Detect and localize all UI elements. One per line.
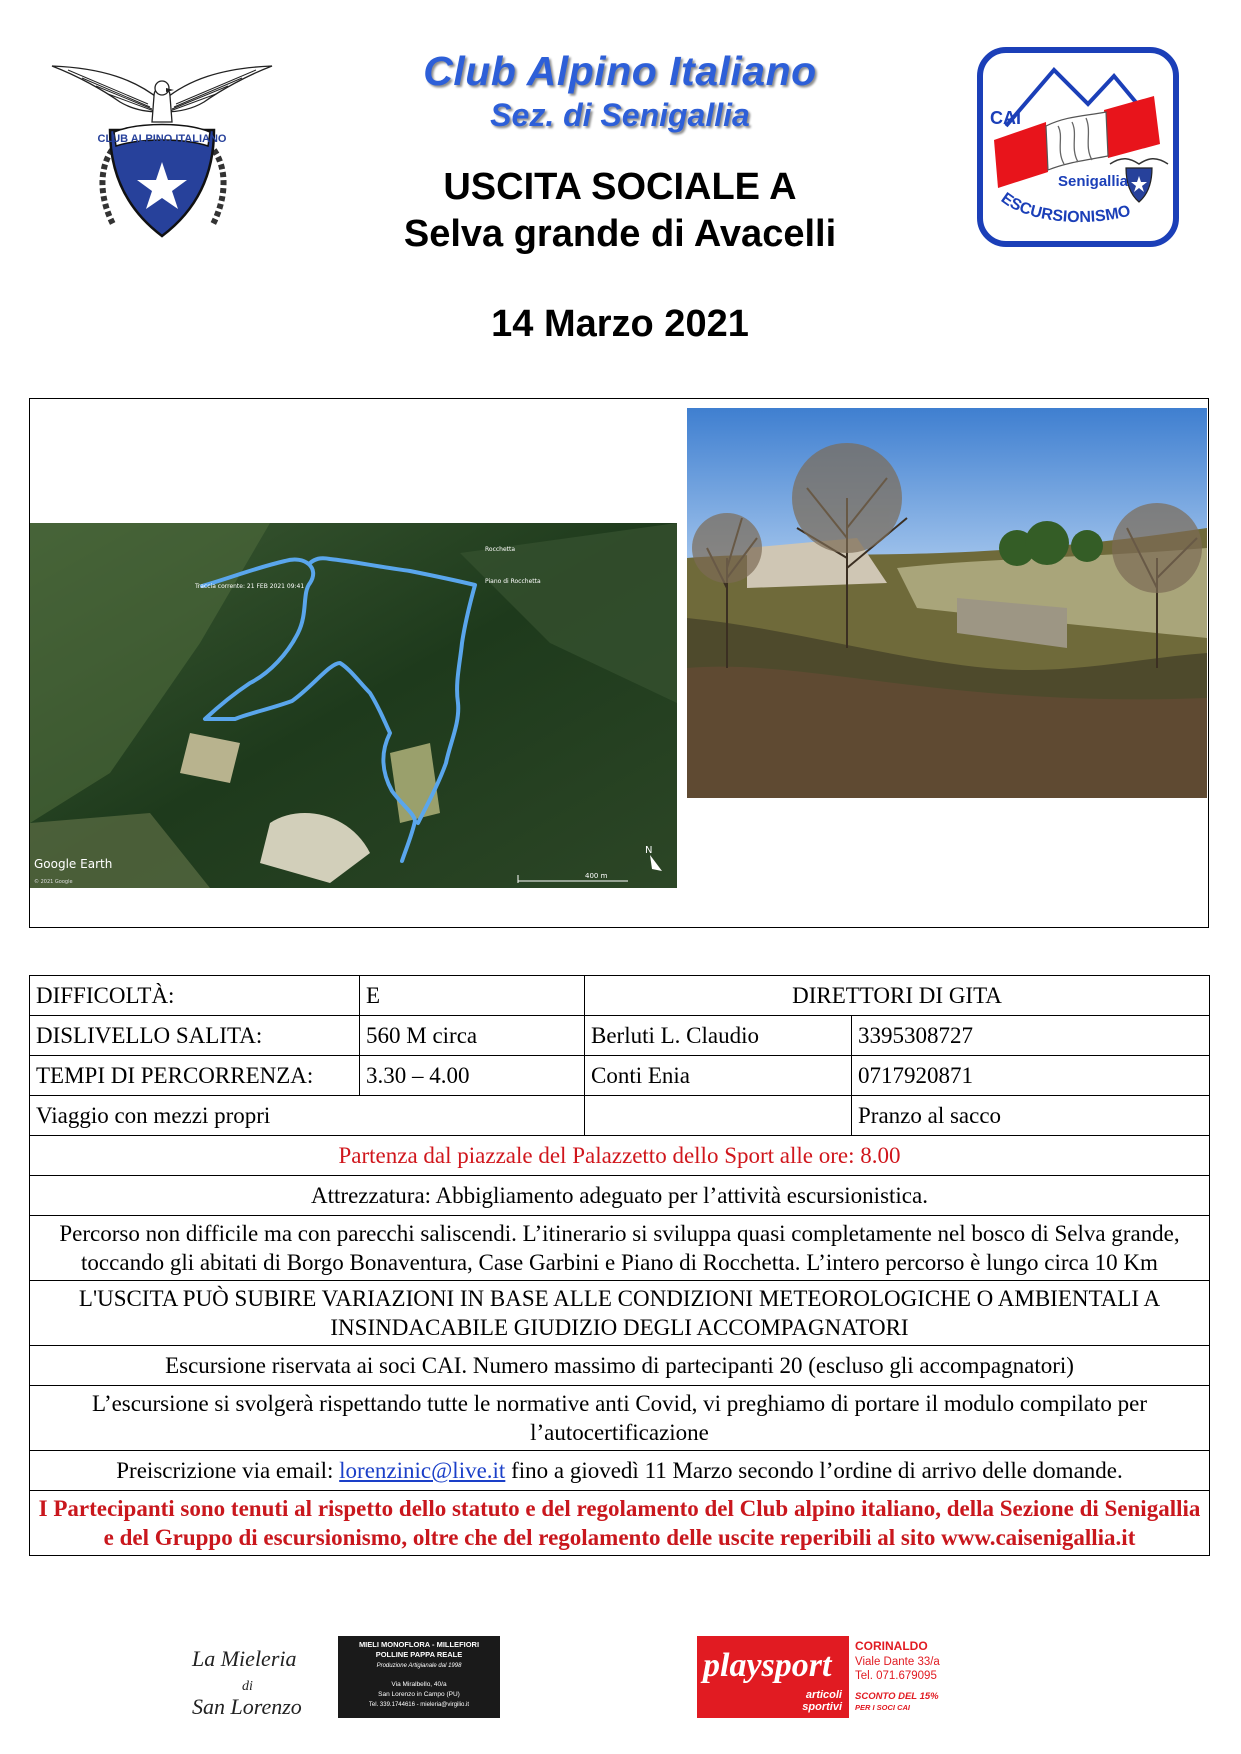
preregistration-prefix: Preiscrizione via email: [116, 1458, 340, 1483]
travel-mode: Viaggio con mezzi propri [30, 1096, 585, 1136]
directors-heading: DIRETTORI DI GITA [585, 976, 1210, 1016]
elevation-value: 560 M circa [360, 1016, 585, 1056]
difficulty-value: E [360, 976, 585, 1016]
cai-escursionismo-logo [976, 46, 1180, 248]
time-value: 3.30 – 4.00 [360, 1056, 585, 1096]
club-name: Club Alpino Italiano [423, 48, 817, 94]
table-row [30, 1451, 1210, 1491]
excursion-info-table [29, 975, 1210, 1556]
svg-text:ESCURSIONISMO: ESCURSIONISMO [997, 189, 1133, 227]
route-description: Percorso non difficile ma con parecchi saliscendi. L’itinerario si sviluppa quasi completamente nel bosco di Selva grande, toccando gli abitati di Borgo Bonaventura, Case Garbini e Piano di Rocchetta. L’intero percorso è lungo circa 10 Km [30, 1216, 1210, 1281]
svg-text:Tel. 071.679095: Tel. 071.679095 [855, 1670, 937, 1682]
equipment-info: Attrezzatura: Abbigliamento adeguato per l’attività escursionistica. [30, 1176, 1210, 1216]
lunch-info: Pranzo al sacco [852, 1096, 1210, 1136]
photo-box [29, 398, 1209, 928]
covid-notice: L’escursione si svolgerà rispettando tutte le normative anti Covid, vi preghiamo di portare il modulo compilato per l’autocertificazione [30, 1386, 1210, 1451]
director-name: Berluti L. Claudio [585, 1016, 852, 1056]
table-row [30, 1016, 1210, 1056]
event-date: 14 Marzo 2021 [491, 303, 749, 345]
svg-text:playsport: playsport [703, 1647, 832, 1684]
svg-text:Traccia corrente: 21 FEB 2021: Traccia corrente: 21 FEB 2021 09:41 [195, 583, 305, 590]
playsport-sponsor-logo [697, 1636, 967, 1718]
mieleria-sponsor-logo [190, 1636, 502, 1718]
svg-text:sportivi: sportivi [802, 1701, 842, 1713]
svg-text:Senigallia: Senigallia [1058, 173, 1129, 190]
table-row [30, 1096, 1210, 1136]
rules-notice: I Partecipanti sono tenuti al rispetto dello statuto e del regolamento del Club alpino italiano, della Sezione di Senigallia e del Gruppo di escursionismo, oltre che del regolamento delle uscite reperibili al sito www.caisenigallia.it [30, 1491, 1210, 1556]
table-row [30, 1136, 1210, 1176]
svg-text:San Lorenzo: San Lorenzo [192, 1694, 302, 1718]
svg-text:CORINALDO: CORINALDO [855, 1639, 928, 1653]
club-section: Sez. di Senigallia [490, 97, 750, 133]
svg-text:San Lorenzo in Campo (PU): San Lorenzo in Campo (PU) [378, 1691, 460, 1698]
svg-text:Tel. 339.1744616 - mieleria@vi: Tel. 339.1744616 - mieleria@virgilio.it [368, 1702, 470, 1708]
empty-cell [585, 1096, 852, 1136]
svg-text:Viale Dante 33/a: Viale Dante 33/a [855, 1656, 940, 1668]
svg-text:MIELI MONOFLORA - MILLEFIORI: MIELI MONOFLORA - MILLEFIORI [358, 1640, 480, 1649]
svg-text:Via Miralbello, 40/a: Via Miralbello, 40/a [391, 1681, 447, 1688]
table-row [30, 1281, 1210, 1346]
table-row [30, 976, 1210, 1016]
landscape-photo [687, 408, 1207, 798]
director-phone: 0717920871 [852, 1056, 1210, 1096]
svg-text:Piano di Rocchetta: Piano di Rocchetta [485, 578, 541, 585]
table-row [30, 1491, 1210, 1556]
table-row [30, 1056, 1210, 1096]
svg-text:400 m: 400 m [585, 872, 608, 880]
svg-text:CAI: CAI [990, 108, 1021, 128]
svg-text:Google Earth: Google Earth [34, 857, 113, 871]
time-label: TEMPI DI PERCORRENZA: [30, 1056, 360, 1096]
preregistration-suffix: fino a giovedì 11 Marzo secondo l’ordine di arrivo delle domande. [505, 1458, 1123, 1483]
svg-text:SCONTO DEL 15%: SCONTO DEL 15% [855, 1691, 939, 1702]
difficulty-label: DIFFICOLTÀ: [30, 976, 360, 1016]
table-row [30, 1216, 1210, 1281]
svg-text:N: N [645, 845, 653, 856]
preregistration-info [30, 1451, 1210, 1491]
svg-text:© 2021 Google: © 2021 Google [34, 879, 73, 885]
elevation-label: DISLIVELLO SALITA: [30, 1016, 360, 1056]
svg-text:Rocchetta: Rocchetta [485, 546, 516, 553]
cai-eagle-emblem [48, 50, 276, 240]
svg-text:di: di [242, 1679, 253, 1694]
svg-text:Produzione Artigianale dal 199: Produzione Artigianale dal 1998 [376, 1663, 462, 1669]
email-link[interactable]: lorenzinic@live.it [339, 1458, 506, 1483]
svg-text:articoli: articoli [805, 1689, 842, 1701]
table-row [30, 1346, 1210, 1386]
svg-text:PER I SOCI CAI: PER I SOCI CAI [855, 1703, 911, 1712]
director-name: Conti Enia [585, 1056, 852, 1096]
members-notice: Escursione riservata ai soci CAI. Numero massimo di partecipanti 20 (escluso gli accompagnatori) [30, 1346, 1210, 1386]
svg-text:La Mieleria: La Mieleria [192, 1646, 297, 1671]
weather-notice: L'USCITA PUÒ SUBIRE VARIAZIONI IN BASE ALLE CONDIZIONI METEOROLOGICHE O AMBIENTALI A INSINDACABILE GIUDIZIO DEGLI ACCOMPAGNATORI [30, 1281, 1210, 1346]
table-row [30, 1386, 1210, 1451]
table-row [30, 1176, 1210, 1216]
director-phone: 3395308727 [852, 1016, 1210, 1056]
event-place: Selva grande di Avacelli [403, 213, 837, 255]
svg-text:POLLINE PAPPA REALE: POLLINE PAPPA REALE [375, 1650, 463, 1659]
svg-text:CLUB ALPINO ITALIANO: CLUB ALPINO ITALIANO [97, 133, 227, 145]
departure-info: Partenza dal piazzale del Palazzetto dello Sport alle ore: 8.00 [30, 1136, 1210, 1176]
route-map-image [30, 523, 677, 888]
event-heading: USCITA SOCIALE A [443, 166, 797, 208]
